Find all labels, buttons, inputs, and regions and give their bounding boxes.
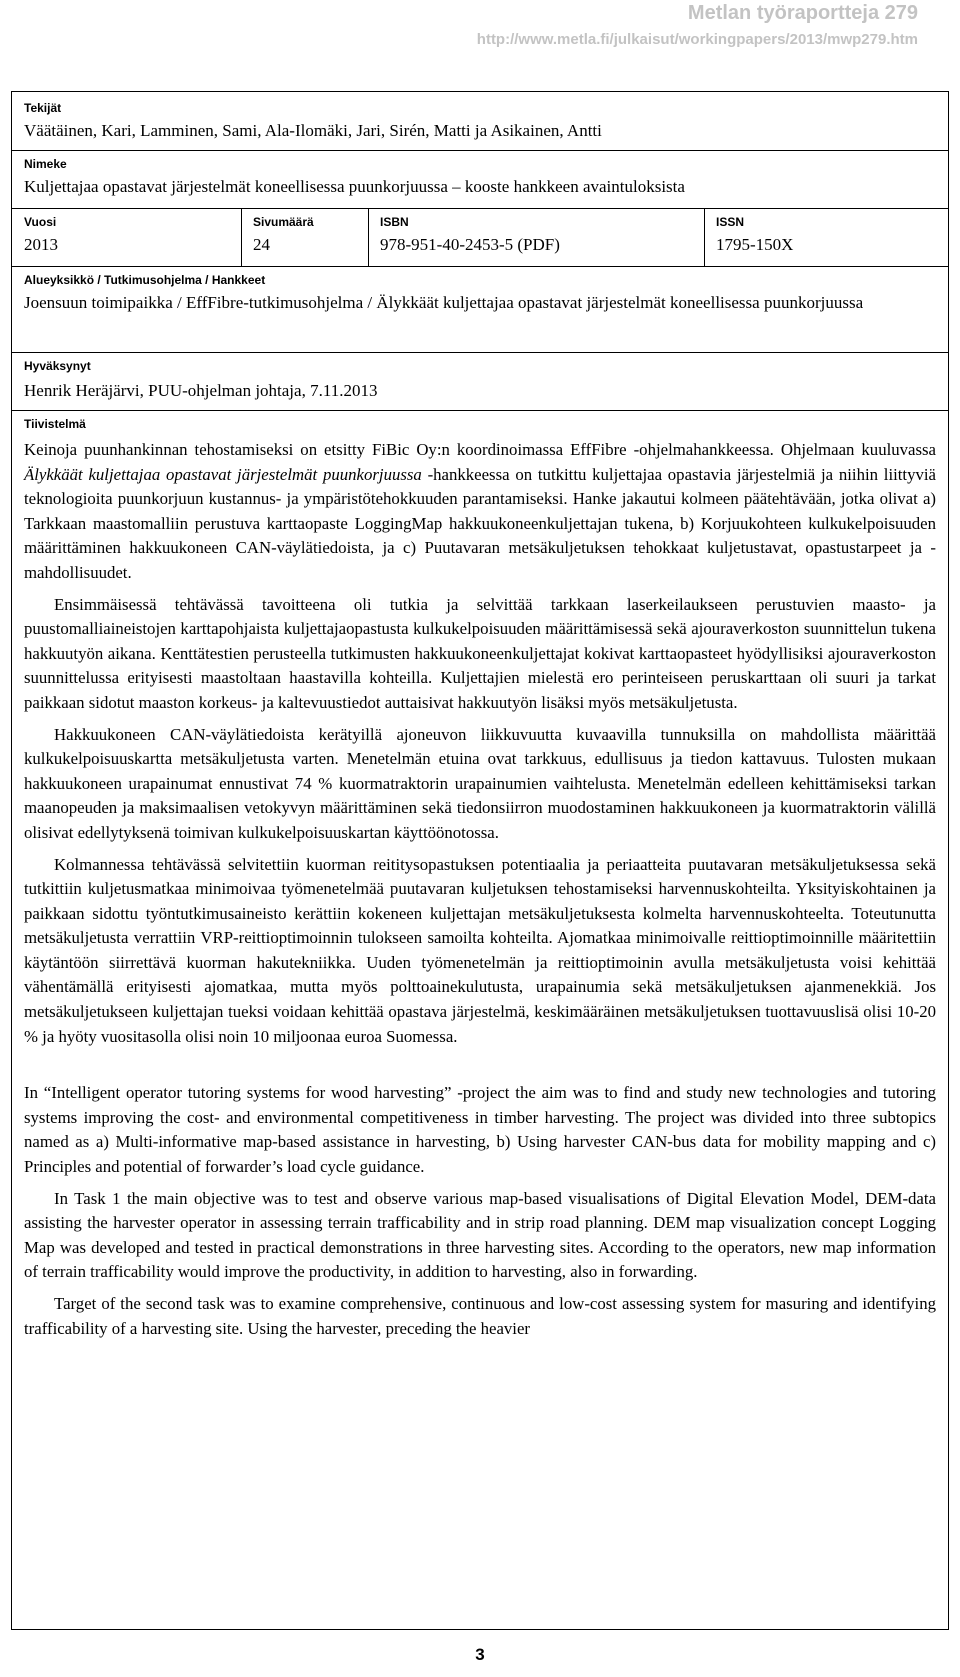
approved-label: Hyväksynyt bbox=[24, 359, 91, 373]
pages-label: Sivumäärä bbox=[253, 215, 314, 229]
issn-label: ISSN bbox=[716, 215, 745, 229]
pages-cell bbox=[241, 208, 368, 266]
year-cell bbox=[12, 208, 241, 266]
authors-label: Tekijät bbox=[24, 101, 62, 115]
unit-value: Joensuun toimipaikka / EffFibre-tutkimusohjelma / Älykkäät kuljettajaa opastavat järjestelmät koneellisessa puunkorjuussa bbox=[24, 293, 864, 312]
authors-value: Väätäinen, Kari, Lamminen, Sami, Ala-Ilomäki, Jari, Sirén, Matti ja Asikainen, Antti bbox=[24, 121, 602, 140]
abstract-body bbox=[24, 438, 936, 1341]
identifiers-row bbox=[12, 208, 948, 267]
title-value: Kuljettajaa opastavat järjestelmät koneellisessa puunkorjuussa – kooste hankkeen avaintuloksista bbox=[24, 177, 685, 196]
isbn-cell bbox=[368, 208, 704, 266]
abstract-paragraph: Hakkuukoneen CAN-väylätiedoista kerätyillä ajoneuvon liikkuvuutta kuvaavilla tunnuksilla on mahdollista määrittää kulkukelpoisuuskartta metsäkuljetusta varten. Menetelmän etuina ovat tarkkuus, edullisuus ja tiedon kattavuus. Tulosten mukaan hakkuukoneen urapainumat ennustivat 74 % kuormatraktorin urapainumien vaihtelusta. Menetelmän edelleen kehittämiseksi tarkan maanopeuden ja maksimaalisen vetokyvyn määrittäminen sekä tiedonsiirron muodostaminen hakkuukoneen ja kuormatraktorin välillä olisivat edellytyksenä toimivan kulkukelpoisuuskartan käyttöönotossa. bbox=[24, 724, 936, 842]
issn-value: 1795-150X bbox=[716, 235, 794, 254]
description-form bbox=[11, 91, 949, 1630]
english-paragraph: In “Intelligent operator tutoring systems for wood harvesting” -project the aim was to find and study new technologies and tutoring systems improving the cost- and environmental competitiveness in timber harvesting. The project was divided into three subtopics named as a) Multi-informative map-based assistance in harvesting, b) Using harvester CAN-bus data for mobility mapping and c) Principles and potential of forwarder’s load cycle guidance. bbox=[24, 1083, 936, 1177]
isbn-label: ISBN bbox=[380, 215, 409, 229]
english-paragraph: Target of the second task was to examine comprehensive, continuous and low-cost assessing system for masuring and identifying trafficability of a harvesting site. Using the harvester, preceding the heavier bbox=[24, 1294, 936, 1338]
year-label: Vuosi bbox=[24, 215, 57, 229]
abstract-label: Tiivistelmä bbox=[24, 417, 86, 431]
isbn-value: 978-951-40-2453-5 (PDF) bbox=[380, 235, 560, 254]
abstract-paragraph: Kolmannessa tehtävässä selvitettiin kuorman reititysopastuksen potentiaalia ja periaatteita puutavaran metsäkuljetuksessa sekä tutkittiin kuljetusmatkaa minimoivaa työmenetelmää puutavaran kuljetuksen tehostamiseksi harvennuskohteilta. Yksityiskohtainen ja paikkaan sidottu työntutkimusaineisto kerättiin kokeneen kuljettajan metsäkuljetuksesta kolmelta harvennuskohteelta. Toteutunutta metsäkuljetusta verrattiin VRP-reittioptimoinnin tulokseen samoilta kohteilta. Ajomatkaa minimoivalle reittioptimoinnille määritettiin käytäntöön siirrettävä kuorman hakutekniikka. Uuden työmenetelmän ja reittioptimoinin avulla metsäkuljetusta voisi kehittää vähentämällä erityisesti ajomatkaa, mutta myös polttoainekulutusta, urapainumia sekä metsäkuljetuksen ajanmenekkiä. Jos metsäkuljetukseen kuljettajan tueksi voidaan kehittää opastava järjestelmä, keskimääräinen metsäkuljetuksen tuottavuuslisä olisi 10-20 % ja hyöty vuositasolla olisi noin 10 miljoonaa euroa Suomessa. bbox=[24, 854, 936, 1046]
title-row bbox=[12, 150, 948, 209]
authors-row bbox=[12, 92, 948, 151]
issn-cell bbox=[704, 208, 948, 266]
abstract-paragraph: Keinoja puunhankinnan tehostamiseksi on etsitty FiBic Oy:n koordinoimassa EffFibre -ohjelmahankkeessa. Ohjelmaan kuuluvassa Älykkäät kuljettajaa opastavat järjestelmät puunkorjuussa -hankkeessa on tutkittu kuljettajaa opastavia järjestelmiä ja niihin liittyviä teknologioita puunkorjuun kustannus- ja ympäristötehokkuuden parantamiseksi. Hanke jakautui kolmeen päätehtävään, jotka olivat a) Tarkkaan maastomalliin perustuva karttaopaste LoggingMap hakkuukoneenkuljettajan tukena, b) Korjuukohteen kulkukelpoisuuden määrittäminen hakkuukoneen CAN-väylätiedoista, ja c) Puutavaran metsäkuljetuksen tehokkaat kuljetustavat, opastustarpeet ja -mahdollisuudet. bbox=[24, 440, 936, 582]
pages-value: 24 bbox=[253, 235, 270, 254]
approved-row bbox=[12, 352, 948, 411]
approved-value: Henrik Heräjärvi, PUU-ohjelman johtaja, 7.11.2013 bbox=[24, 381, 378, 400]
series-title: Metlan työraportteja 279 bbox=[687, 2, 918, 24]
abstract-paragraph: Ensimmäisessä tehtävässä tavoitteena oli tutkia ja selvittää tarkkaan laserkeilaukseen perustuvien maasto- ja puustomalliaineistojen karttapohjaista kuljettajaopastusta kulkukelpoisuuden määrittämisessä sekä ajouraverkoston suunnittelun tukena hakkuutyön aikana. Kenttätestien perusteella tutkimusten hakkuukoneenkuljettajat kokivat karttaopasteet hyödyllisiksi ajouraverkoston suunnittelussa erityisesti maastoltaan haastavilla kohteilla. Kuljettajien mielestä ero perinteiseen peruskarttaan oli suuri ja tarkat paikkaan sidotut maaston korkeus- ja kaltevuustiedot auttaisivat hakkuutyön lisäksi myös metsäkuljetusta. bbox=[24, 594, 936, 712]
unit-label: Alueyksikkö / Tutkimusohjelma / Hankkeet bbox=[24, 273, 266, 287]
series-url[interactable]: http://www.metla.fi/julkaisut/workingpapers/2013/mwp279.htm bbox=[476, 31, 918, 48]
year-value: 2013 bbox=[24, 235, 58, 254]
title-label: Nimeke bbox=[24, 157, 67, 171]
page-number: 3 bbox=[475, 1645, 485, 1664]
english-paragraph: In Task 1 the main objective was to test and observe various map-based visualisations of Digital Elevation Model, DEM-data assisting the harvester operator in assessing terrain trafficability and in strip road planning. DEM map visualization concept Logging Map was developed and tested in practical demonstrations in three harvesting sites. According to the operators, new map information of terrain trafficability would improve the productivity, in addition to harvesting, also in forwarding. bbox=[24, 1188, 936, 1282]
unit-row bbox=[12, 266, 948, 353]
